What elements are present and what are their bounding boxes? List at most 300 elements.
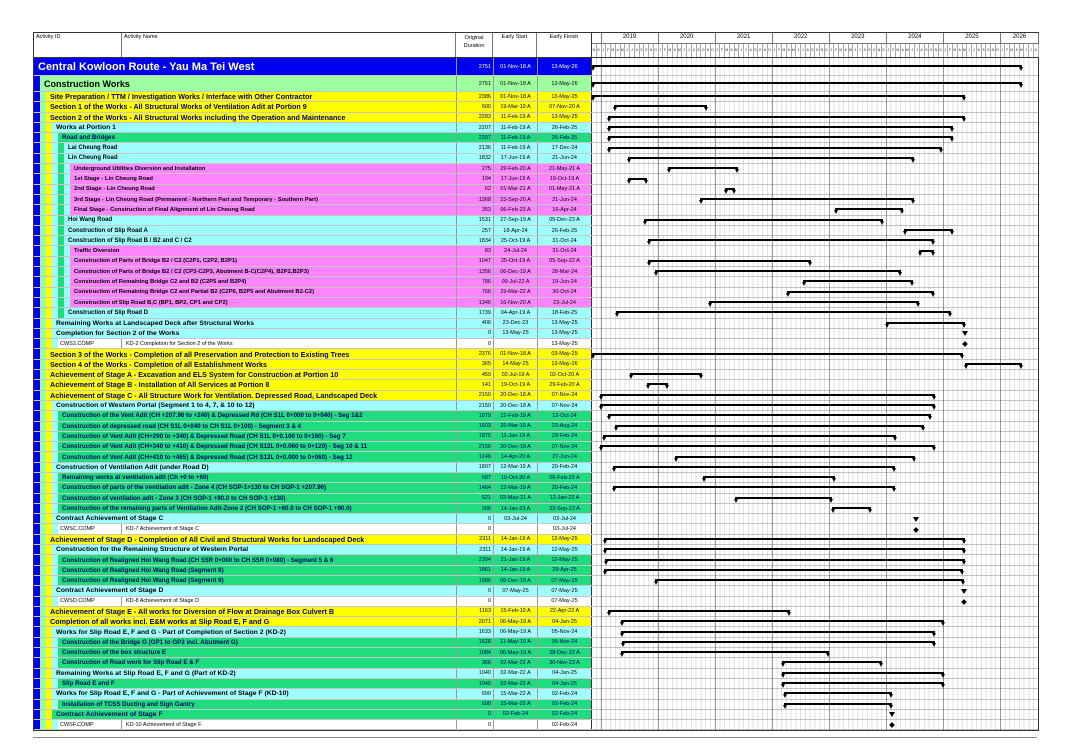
- gantt-bar[interactable]: [592, 65, 1022, 67]
- activity-name-cell: Construction of Ventilation Adit (under Road D): [52, 463, 456, 472]
- timeline-month-cell: S: [811, 44, 816, 57]
- timeline-month-cell: S: [754, 44, 759, 57]
- page-footer-divider: [33, 737, 1037, 738]
- table-row[interactable]: [34, 319, 1038, 329]
- gantt-bar[interactable]: [782, 661, 882, 663]
- table-row[interactable]: [34, 597, 1038, 607]
- activity-id-cell: CWSC.COMP: [58, 524, 122, 533]
- timeline-month-cell: O: [872, 44, 877, 57]
- milestone-triangle[interactable]: [913, 517, 919, 522]
- gantt-bar[interactable]: [886, 322, 965, 324]
- gantt-bar[interactable]: [608, 126, 953, 128]
- timeline-month-cell: O: [929, 44, 934, 57]
- early-start-cell: 02-Jul-19 A: [493, 370, 537, 379]
- table-row[interactable]: [34, 143, 1038, 153]
- timeline-month-cell: O: [986, 44, 991, 57]
- gantt-bar[interactable]: [600, 445, 936, 447]
- early-start-cell: 11-Jan-19 A: [493, 432, 537, 441]
- gantt-bar[interactable]: [787, 291, 935, 293]
- table-row[interactable]: [34, 617, 1038, 627]
- gantt-row: [591, 432, 1038, 441]
- table-row[interactable]: [34, 504, 1038, 514]
- gantt-bar[interactable]: [614, 105, 707, 107]
- gantt-row: [591, 154, 1038, 163]
- duration-cell: 2751: [456, 76, 493, 91]
- table-row[interactable]: [34, 555, 1038, 565]
- table-row[interactable]: [34, 308, 1038, 318]
- activity-name-cell: Completion for Section 2 of the Works: [52, 329, 456, 338]
- early-finish-cell: 07-Nov-24: [537, 391, 591, 400]
- timeline-month-cell: J: [659, 44, 664, 57]
- duration-cell: 2150: [456, 442, 493, 451]
- table-row[interactable]: [34, 422, 1038, 432]
- timeline-month-cell: A: [635, 44, 640, 57]
- timeline-month-cell: D: [654, 44, 659, 57]
- table-row[interactable]: [34, 380, 1038, 390]
- gantt-row: [591, 483, 1038, 492]
- timeline-months-row: [592, 44, 1039, 57]
- table-row[interactable]: [34, 349, 1038, 359]
- table-row[interactable]: [34, 432, 1038, 442]
- gantt-bar[interactable]: [608, 414, 931, 416]
- gantt-bar[interactable]: [782, 672, 944, 674]
- table-row[interactable]: [34, 92, 1038, 102]
- timeline-month-cell: A: [749, 44, 754, 57]
- gantt-bar[interactable]: [644, 219, 883, 221]
- gantt-bar[interactable]: [592, 95, 965, 97]
- table-row[interactable]: [34, 607, 1038, 617]
- activity-name-cell: KD-8 Achievement of Stage D: [122, 597, 456, 606]
- table-row[interactable]: [34, 102, 1038, 112]
- gantt-bar[interactable]: [700, 198, 914, 200]
- timeline-month-cell: F: [891, 44, 896, 57]
- table-row[interactable]: [34, 277, 1038, 287]
- table-row[interactable]: [34, 524, 1038, 534]
- table-row[interactable]: [34, 123, 1038, 133]
- early-start-cell: 16-Nov-20 A: [493, 298, 537, 307]
- milestone-triangle[interactable]: [962, 331, 968, 336]
- early-start-cell: 07-May-25: [493, 586, 537, 595]
- timeline-month-cell: M: [725, 44, 730, 57]
- gantt-row: [591, 535, 1038, 544]
- gantt-row: [591, 494, 1038, 503]
- table-row[interactable]: [34, 226, 1038, 236]
- activity-name-cell: 3rd Stage - Lin Cheung Road (Permanent - Northern Part and Temporary - Southern Part): [70, 195, 456, 204]
- table-row[interactable]: [34, 339, 1038, 349]
- gantt-row: [591, 380, 1038, 389]
- activity-name-cell: Road and Bridges: [58, 133, 456, 142]
- timeline-year-cell: 2021: [716, 33, 773, 43]
- timeline-month-cell: J: [744, 44, 749, 57]
- duration-cell: 2311: [456, 535, 493, 544]
- activity-name-cell: Construction of Parts of Bridge B2 / C2 (CP3-C2P3, Abutment B-C(C2P4), B2P2,B2P3): [70, 267, 456, 276]
- gantt-row: [591, 566, 1038, 575]
- gantt-bar[interactable]: [608, 136, 953, 138]
- gantt-bar[interactable]: [608, 610, 790, 612]
- timeline-month-cell: J: [716, 44, 721, 57]
- table-header: [34, 33, 1038, 58]
- early-start-cell: 19-Oct-19 A: [493, 380, 537, 389]
- table-row[interactable]: [34, 205, 1038, 215]
- gantt-bar[interactable]: [592, 82, 1022, 84]
- timeline-year-cell: 2026: [1001, 33, 1039, 43]
- early-start-cell: 11-Feb-19 A: [493, 113, 537, 122]
- timeline-month-cell: J: [1029, 44, 1034, 57]
- early-finish-cell: 27-Jun-24: [537, 452, 591, 461]
- gantt-row: [591, 319, 1038, 328]
- gantt-bar[interactable]: [621, 651, 829, 653]
- early-finish-cell: 13-May-26: [537, 58, 591, 75]
- table-row[interactable]: [34, 185, 1038, 195]
- gantt-bar[interactable]: [604, 538, 965, 540]
- table-row[interactable]: [34, 627, 1038, 637]
- table-row[interactable]: [34, 473, 1038, 483]
- table-row[interactable]: [34, 576, 1038, 586]
- timeline-month-cell: J: [1024, 44, 1029, 57]
- duration-cell: 1356: [456, 267, 493, 276]
- table-row[interactable]: [34, 174, 1038, 184]
- activity-name-cell: KD-7 Achievement of Stage C: [122, 524, 456, 533]
- table-row[interactable]: [34, 586, 1038, 596]
- duration-cell: 353: [456, 205, 493, 214]
- gantt-bar[interactable]: [600, 394, 936, 396]
- gantt-bar[interactable]: [803, 280, 914, 282]
- early-start-cell: [493, 339, 537, 348]
- early-start-cell: 15-Mar-22 A: [493, 689, 537, 698]
- duration-cell: 257: [456, 226, 493, 235]
- activity-id-cell: CWS2.COMP: [58, 339, 122, 348]
- milestone-triangle[interactable]: [961, 589, 967, 594]
- gantt-row: [591, 442, 1038, 451]
- timeline-month-cell: O: [758, 44, 763, 57]
- early-finish-cell: 29-Feb-20 A: [537, 380, 591, 389]
- gantt-bar[interactable]: [621, 620, 944, 622]
- timeline-month-cell: O: [815, 44, 820, 57]
- gantt-row: [591, 710, 1038, 719]
- table-row[interactable]: [34, 58, 1038, 76]
- duration-cell: 1980: [456, 576, 493, 585]
- activity-name-cell: Construction of Vent Adit (CH+340 to +410) & Depressed Road (CH S12L 0+0.060 to 0+120) - Seg 10 & 11: [58, 442, 456, 451]
- gantt-row: [591, 205, 1038, 214]
- milestone-diamond[interactable]: [889, 722, 895, 728]
- table-row[interactable]: [34, 679, 1038, 689]
- table-row[interactable]: [34, 257, 1038, 267]
- timeline-month-cell: M: [963, 44, 968, 57]
- duration-cell: 0: [456, 710, 493, 719]
- duration-cell: 406: [456, 319, 493, 328]
- early-finish-cell: 07-Nov-24: [537, 442, 591, 451]
- early-finish-cell: 13-May-25: [537, 319, 591, 328]
- duration-cell: 459: [456, 370, 493, 379]
- early-start-cell: 23-Sep-20 A: [493, 195, 537, 204]
- duration-cell: 1679: [456, 411, 493, 420]
- duration-cell: 0: [456, 720, 493, 729]
- table-row[interactable]: [34, 669, 1038, 679]
- early-finish-cell: 22-Apr-22 A: [537, 607, 591, 616]
- gantt-bar[interactable]: [835, 208, 903, 210]
- table-row[interactable]: [34, 216, 1038, 226]
- activity-name-cell: Central Kowloon Route - Yau Ma Tei West: [34, 58, 456, 75]
- table-row[interactable]: [34, 267, 1038, 277]
- duration-cell: 1832: [456, 154, 493, 163]
- duration-cell: 2150: [456, 401, 493, 410]
- activity-name-cell: Construction of Remaining Bridge C2 and B2 (C2P5 and B2P4): [70, 277, 456, 286]
- early-start-cell: 20-Dec-18 A: [493, 401, 537, 410]
- table-row[interactable]: [34, 710, 1038, 720]
- early-finish-cell: 31-Oct-24: [537, 236, 591, 245]
- gantt-bar[interactable]: [668, 167, 738, 169]
- activity-name-cell: Section 1 of the Works - All Structural Works of Ventilation Adit at Portion 9: [46, 102, 456, 111]
- gantt-bar[interactable]: [919, 250, 934, 252]
- gantt-row: [591, 92, 1038, 101]
- early-start-cell: 14-Jan-23 A: [493, 504, 537, 513]
- activity-name-cell: Construction of depressed road (CH S1L 0+040 to CH S1L 0+100) - Segment 3 & 4: [58, 422, 456, 431]
- timeline-year-cell: 2025: [944, 33, 1001, 43]
- early-start-cell: 13-May-25: [493, 329, 537, 338]
- milestone-diamond[interactable]: [962, 341, 968, 347]
- gantt-bar[interactable]: [703, 476, 836, 478]
- gantt-bar[interactable]: [655, 270, 901, 272]
- table-row[interactable]: [34, 658, 1038, 668]
- table-row[interactable]: [34, 236, 1038, 246]
- early-start-cell: 12-Feb-19 A: [493, 411, 537, 420]
- gantt-bar[interactable]: [628, 178, 647, 180]
- table-row[interactable]: [34, 154, 1038, 164]
- early-finish-cell: 21-May-21 A: [537, 164, 591, 173]
- timeline-header: [591, 33, 1039, 57]
- early-finish-cell: 23-Sep-23 A: [537, 504, 591, 513]
- gantt-bar[interactable]: [608, 147, 942, 149]
- gantt-bar[interactable]: [675, 456, 915, 458]
- gantt-row: [591, 607, 1038, 616]
- milestone-diamond[interactable]: [913, 527, 919, 533]
- duration-cell: 1464: [456, 483, 493, 492]
- gantt-row: [591, 597, 1038, 606]
- gantt-row: [591, 679, 1038, 688]
- gantt-row: [591, 329, 1038, 338]
- early-start-cell: 11-Feb-19 A: [493, 133, 537, 142]
- gantt-bar[interactable]: [621, 631, 935, 633]
- table-row[interactable]: [34, 535, 1038, 545]
- early-finish-cell: 28-Mar-24: [537, 267, 591, 276]
- early-start-cell: 06-Dec-19 A: [493, 267, 537, 276]
- gantt-bar[interactable]: [615, 425, 924, 427]
- timeline-month-cell: M: [792, 44, 797, 57]
- gantt-row: [591, 226, 1038, 235]
- gantt-bar[interactable]: [647, 383, 668, 385]
- table-row[interactable]: [34, 442, 1038, 452]
- table-row[interactable]: [34, 76, 1038, 92]
- activity-name-cell: Construction of Remaining Bridge C2 and Partial B2 (C2P6, B2P5 and Abutment B2-C2): [70, 288, 456, 297]
- timeline-month-cell: S: [925, 44, 930, 57]
- table-row[interactable]: [34, 360, 1038, 370]
- gantt-bar[interactable]: [709, 301, 919, 303]
- duration-cell: 1368: [456, 195, 493, 204]
- table-row[interactable]: [34, 463, 1038, 473]
- timeline-month-cell: D: [939, 44, 944, 57]
- duration-cell: 2311: [456, 545, 493, 554]
- gantt-bar[interactable]: [616, 311, 951, 313]
- table-row[interactable]: [34, 700, 1038, 710]
- activity-name-cell: KD-2 Completion for Section 2 of the Works: [122, 339, 456, 348]
- table-row[interactable]: [34, 483, 1038, 493]
- milestone-diamond[interactable]: [961, 599, 967, 605]
- activity-name-cell: Construction of Road work for Slip Road E & F: [58, 658, 456, 667]
- table-row[interactable]: [34, 391, 1038, 401]
- activity-name-cell: Section 3 of the Works - Completion of all Preservation and Protection to Existing Trees: [46, 349, 456, 358]
- early-start-cell: 11-Feb-19 A: [493, 143, 537, 152]
- activity-name-cell: Construction for the Remaining Structure of Western Portal: [52, 545, 456, 554]
- gantt-bar[interactable]: [735, 497, 832, 499]
- timeline-month-cell: J: [944, 44, 949, 57]
- gantt-row: [591, 76, 1038, 91]
- gantt-bar[interactable]: [725, 188, 735, 190]
- timeline-month-cell: A: [977, 44, 982, 57]
- gantt-bar[interactable]: [613, 486, 895, 488]
- early-finish-cell: 19-Oct-19 A: [537, 174, 591, 183]
- table-row[interactable]: [34, 298, 1038, 308]
- timeline-month-cell: N: [592, 44, 597, 57]
- early-start-cell: 14-May-25: [493, 360, 537, 369]
- early-start-cell: 12-Mar-19 A: [493, 463, 537, 472]
- early-finish-cell: 18-Feb-25: [537, 308, 591, 317]
- table-row[interactable]: [34, 401, 1038, 411]
- early-start-cell: 21-Jan-19 A: [493, 555, 537, 564]
- table-row[interactable]: [34, 113, 1038, 123]
- gantt-bar[interactable]: [605, 559, 965, 561]
- table-row[interactable]: [34, 689, 1038, 699]
- table-row[interactable]: [34, 370, 1038, 380]
- timeline-year-cell: [592, 33, 602, 43]
- gantt-row: [591, 555, 1038, 564]
- activity-name-cell: Final Stage - Construction of Final Alignment of Lin Cheung Road: [70, 205, 456, 214]
- timeline-month-cell: A: [616, 44, 621, 57]
- table-row[interactable]: [34, 648, 1038, 658]
- gantt-bar[interactable]: [648, 260, 811, 262]
- gantt-bar[interactable]: [655, 579, 964, 581]
- timeline-month-cell: A: [730, 44, 735, 57]
- activity-name-cell: Construction of Realigned Hoi Wang Road (CH S5R 0+000 to CH S5R 0+080) - Segment 5 & 6: [58, 555, 456, 564]
- early-finish-cell: 05-Sep-22 A: [537, 257, 591, 266]
- table-row[interactable]: [34, 411, 1038, 421]
- early-finish-cell: 07-Nov-24: [537, 401, 591, 410]
- early-start-cell: 17-Jun-19 A: [493, 154, 537, 163]
- gantt-row: [591, 658, 1038, 667]
- early-start-cell: 02-Mar-22 A: [493, 679, 537, 688]
- activity-name-cell: Remaining Works at Slip Road E, F and G (Part of KD-2): [52, 669, 456, 678]
- activity-name-cell: Works for Slip Road E, F and G - Part of Completion of Section 2 (KD-2): [52, 627, 456, 636]
- early-finish-cell: 02-Oct-20 A: [537, 370, 591, 379]
- gantt-bar[interactable]: [608, 116, 965, 118]
- early-start-cell: 02-Feb-24: [493, 710, 537, 719]
- timeline-month-cell: D: [711, 44, 716, 57]
- gantt-bar[interactable]: [603, 435, 896, 437]
- gantt-bar[interactable]: [648, 239, 934, 241]
- gantt-bar[interactable]: [782, 682, 944, 684]
- table-row[interactable]: [34, 246, 1038, 256]
- gantt-bar[interactable]: [604, 569, 963, 571]
- milestone-triangle[interactable]: [889, 712, 895, 717]
- gantt-bar[interactable]: [904, 229, 953, 231]
- early-finish-cell: 02-Feb-24: [537, 700, 591, 709]
- gantt-row: [591, 669, 1038, 678]
- timeline-month-cell: A: [1015, 44, 1020, 57]
- early-start-cell: 11-Feb-19 A: [493, 123, 537, 132]
- early-finish-cell: 29-Apr-25: [537, 566, 591, 575]
- activity-name-cell: Construction of Vent Adit (CH+410 to +465) & Depressed Road (CH S12L 0+0.000 to 0+060) - Seg 12: [58, 452, 456, 461]
- table-row[interactable]: [34, 329, 1038, 339]
- activity-name-cell: Contract Achievement of Stage F: [52, 710, 456, 719]
- gantt-bar[interactable]: [622, 641, 935, 643]
- table-row[interactable]: [34, 720, 1038, 730]
- timeline-month-cell: F: [1005, 44, 1010, 57]
- timeline-month-cell: M: [849, 44, 854, 57]
- early-start-cell: 09-Jul-22 A: [493, 277, 537, 286]
- early-finish-cell: 19-Jun-24: [537, 277, 591, 286]
- gantt-row: [591, 422, 1038, 431]
- early-start-cell: 10-Oct-20 A: [493, 473, 537, 482]
- early-start-cell: 15-Feb-19 A: [493, 607, 537, 616]
- duration-cell: 1628: [456, 638, 493, 647]
- table-row[interactable]: [34, 133, 1038, 143]
- duration-cell: 1084: [456, 648, 493, 657]
- duration-cell: 1163: [456, 607, 493, 616]
- early-start-cell: 06-May-19 A: [493, 627, 537, 636]
- table-row[interactable]: [34, 514, 1038, 524]
- table-row[interactable]: [34, 638, 1038, 648]
- gantt-row: [591, 185, 1038, 194]
- gantt-bar[interactable]: [832, 507, 871, 509]
- duration-cell: 1834: [456, 236, 493, 245]
- early-start-cell: 04-Apr-19 A: [493, 308, 537, 317]
- gantt-row: [591, 133, 1038, 142]
- gantt-row: [591, 267, 1038, 276]
- early-start-cell: 14-Jan-19 A: [493, 566, 537, 575]
- early-finish-cell: 21-Jun-24: [537, 154, 591, 163]
- gantt-row: [591, 452, 1038, 461]
- gantt-bar[interactable]: [613, 466, 895, 468]
- table-row[interactable]: [34, 494, 1038, 504]
- gantt-bar[interactable]: [965, 363, 1022, 365]
- gantt-bar[interactable]: [784, 703, 891, 705]
- timeline-month-cell: M: [678, 44, 683, 57]
- table-row[interactable]: [34, 164, 1038, 174]
- gantt-bar[interactable]: [784, 692, 891, 694]
- early-finish-cell: 01-May-21 A: [537, 185, 591, 194]
- gantt-bar[interactable]: [604, 548, 965, 550]
- early-finish-cell: 03-Jul-24: [537, 524, 591, 533]
- early-start-cell: 06-May-19 A: [493, 617, 537, 626]
- timeline-month-cell: J: [830, 44, 835, 57]
- gantt-bar[interactable]: [592, 353, 963, 355]
- table-row[interactable]: [34, 288, 1038, 298]
- timeline-month-cell: J: [625, 44, 630, 57]
- early-finish-cell: 02-Feb-24: [537, 689, 591, 698]
- gantt-bar[interactable]: [600, 404, 936, 406]
- gantt-bar[interactable]: [630, 373, 701, 375]
- gantt-bar[interactable]: [628, 157, 914, 159]
- table-row[interactable]: [34, 545, 1038, 555]
- table-row[interactable]: [34, 195, 1038, 205]
- early-finish-cell: 13-May-25: [537, 329, 591, 338]
- table-row[interactable]: [34, 566, 1038, 576]
- gantt-row: [591, 504, 1038, 513]
- timeline-month-cell: O: [701, 44, 706, 57]
- activity-name-cell: Construction of Parts of Bridge B2 / C2 (C2P1, C2P2, B2P1): [70, 257, 456, 266]
- timeline-month-cell: S: [982, 44, 987, 57]
- early-finish-cell: 02-Feb-24: [537, 720, 591, 729]
- table-row[interactable]: [34, 452, 1038, 462]
